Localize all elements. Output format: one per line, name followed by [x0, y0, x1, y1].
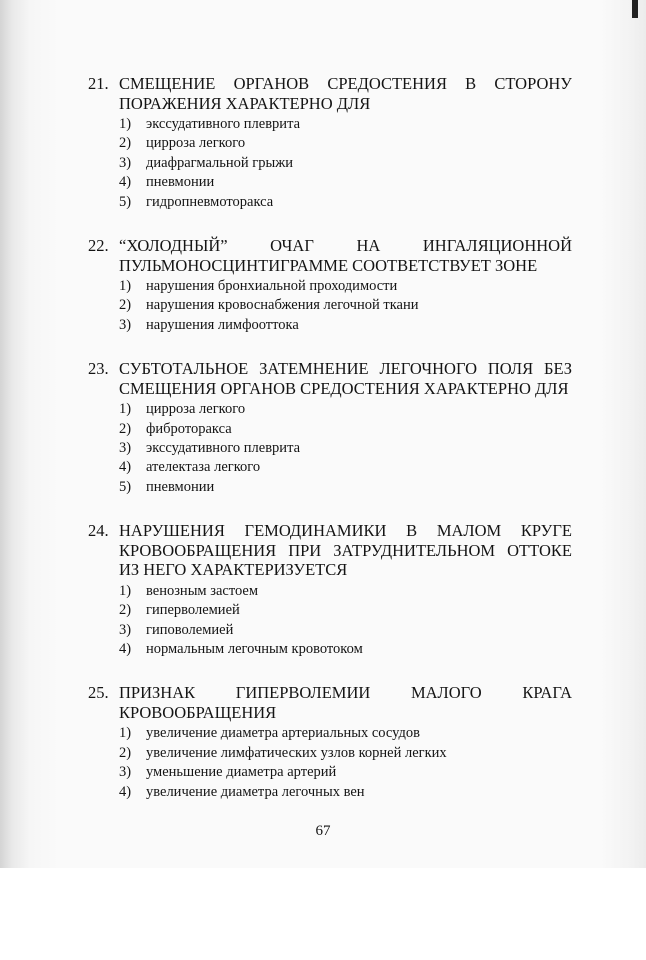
question-23 [88, 359, 572, 497]
answer-option [119, 173, 572, 192]
option-number: 2) [119, 744, 132, 761]
option-text: экссудативного плеврита [146, 440, 301, 457]
answer-options [88, 115, 572, 212]
option-text: пневмонии [146, 478, 215, 495]
answer-options [88, 724, 572, 802]
option-text: увеличение лимфатических узлов корней легких [146, 744, 447, 761]
answer-option [119, 115, 572, 134]
option-text: увеличение диаметра легочных вен [146, 783, 365, 800]
answer-option [119, 621, 572, 640]
question-text: СУБТОТАЛЬНОЕ ЗАТЕМНЕНИЕ ЛЕГОЧНОГО ПОЛЯ БЕЗ СМЕЩЕНИЯ ОРГАНОВ СРЕДОСТЕНИЯ ХАРАКТЕРНО ДЛЯ [119, 359, 572, 398]
option-number: 1) [119, 116, 132, 132]
option-number: 1) [119, 401, 132, 418]
scan-corner-mark [632, 0, 638, 18]
option-number: 3) [119, 764, 132, 781]
option-text: гидропневмоторакса [146, 193, 274, 210]
question-number: 21. [88, 74, 109, 93]
answer-option [119, 420, 572, 439]
option-text: экссудативного плеврита [146, 116, 301, 132]
question-heading [88, 236, 572, 275]
page-number: 67 [315, 823, 331, 839]
answer-options [88, 400, 572, 497]
answer-option [119, 154, 572, 173]
answer-option [119, 582, 572, 601]
option-number: 1) [119, 725, 132, 742]
question-text: “ХОЛОДНЫЙ” ОЧАГ НА ИНГАЛЯЦИОННОЙ ПУЛЬМОНОСЦИНТИГРАММЕ СООТВЕТСТВУЕТ ЗОНЕ [119, 236, 572, 275]
option-number: 2) [119, 420, 132, 437]
option-text: уменьшение диаметра артерий [146, 764, 337, 781]
option-number: 5) [119, 193, 132, 210]
answer-option [119, 134, 572, 153]
answer-option [119, 193, 572, 212]
option-number: 5) [119, 478, 132, 495]
answer-option [119, 439, 572, 458]
question-21 [88, 74, 572, 212]
answer-option [119, 400, 572, 419]
answer-option [119, 458, 572, 477]
option-text: пневмонии [146, 174, 215, 191]
answer-option [119, 601, 572, 620]
option-number: 3) [119, 621, 132, 638]
option-text: диафрагмальной грыжи [146, 154, 294, 171]
option-number: 2) [119, 602, 132, 619]
answer-option [119, 640, 572, 659]
answer-option [119, 316, 572, 335]
question-number: 25. [88, 683, 109, 703]
question-number: 22. [88, 236, 109, 256]
question-text: НАРУШЕНИЯ ГЕМОДИНАМИКИ В МАЛОМ КРУГЕ КРОВООБРАЩЕНИЯ ПРИ ЗАТРУДНИТЕЛЬНОМ ОТТОКЕ ИЗ НЕГО ХАРАКТЕРИЗУЕТСЯ [119, 521, 572, 580]
question-24 [88, 521, 572, 659]
question-list [88, 74, 572, 826]
option-text: венозным застоем [146, 582, 259, 599]
option-text: фиброторакса [146, 420, 232, 437]
question-heading [88, 359, 572, 398]
option-number: 4) [119, 174, 132, 191]
answer-options [88, 277, 572, 335]
question-heading [88, 74, 572, 113]
answer-option [119, 763, 572, 782]
question-text: СМЕЩЕНИЕ ОРГАНОВ СРЕДОСТЕНИЯ В СТОРОНУ ПОРАЖЕНИЯ ХАРАКТЕРНО ДЛЯ [119, 74, 572, 113]
scan-bottom-margin [0, 868, 646, 960]
option-number: 1) [119, 278, 132, 295]
answer-option [119, 277, 572, 296]
answer-option [119, 744, 572, 763]
option-text: ателектаза легкого [146, 459, 261, 476]
answer-option [119, 296, 572, 315]
option-text: нормальным легочным кровотоком [146, 641, 363, 657]
answer-options [88, 582, 572, 660]
question-25 [88, 683, 572, 802]
option-number: 3) [119, 154, 132, 171]
option-number: 3) [119, 316, 132, 333]
answer-option [119, 783, 572, 802]
question-number: 23. [88, 359, 109, 379]
option-number: 1) [119, 582, 132, 599]
option-text: цирроза легкого [146, 135, 246, 152]
option-text: увеличение диаметра артериальных сосудов [146, 725, 420, 742]
question-heading [88, 521, 572, 580]
option-text: нарушения бронхиальной проходимости [146, 278, 398, 295]
question-22 [88, 236, 572, 335]
answer-option [119, 724, 572, 743]
option-text: гиповолемией [146, 621, 234, 638]
option-text: гиперволемией [146, 602, 240, 619]
option-text: нарушения лимфооттока [146, 316, 299, 333]
option-number: 4) [119, 783, 132, 800]
question-text: ПРИЗНАК ГИПЕРВОЛЕМИИ МАЛОГО КРАГА КРОВООБРАЩЕНИЯ [119, 683, 572, 722]
option-number: 2) [119, 135, 132, 152]
question-number: 24. [88, 521, 109, 541]
question-heading [88, 683, 572, 722]
answer-option [119, 478, 572, 497]
option-number: 4) [119, 459, 132, 476]
option-number: 3) [119, 440, 132, 457]
option-text: нарушения кровоснабжения легочной ткани [146, 297, 419, 314]
option-number: 2) [119, 297, 132, 314]
option-text: цирроза легкого [146, 401, 246, 418]
option-number: 4) [119, 641, 132, 657]
